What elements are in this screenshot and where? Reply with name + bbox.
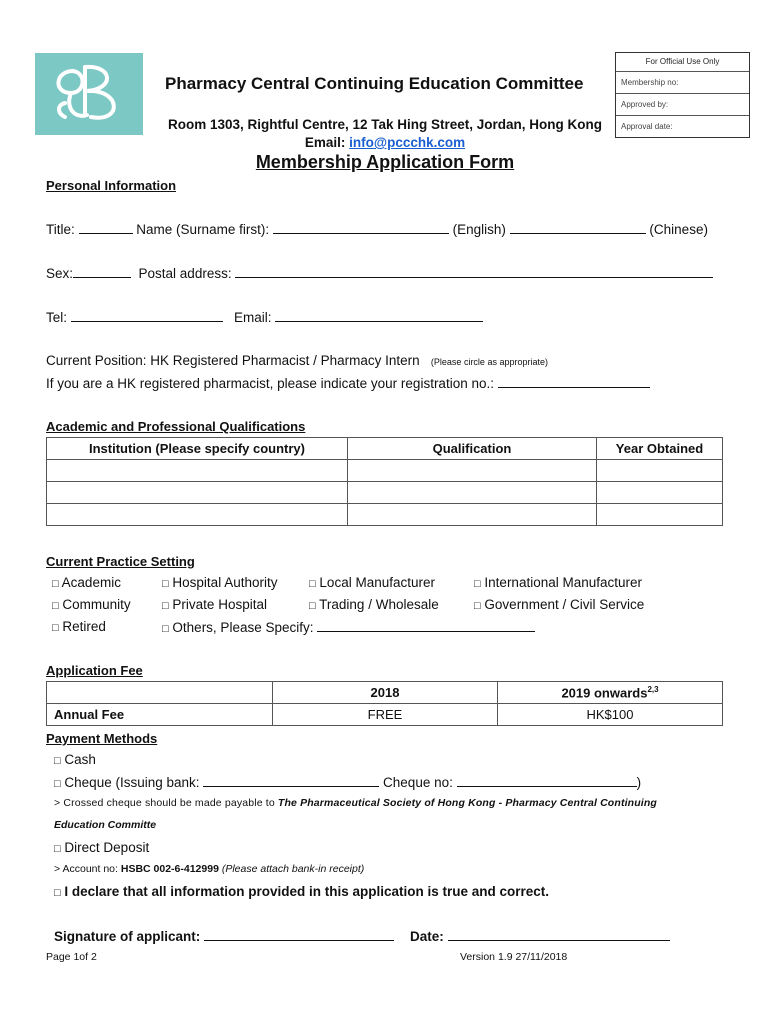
account-attach-note: (Please attach bank-in receipt) [221,863,365,875]
tel-label: Tel: [46,310,68,325]
name-chinese-input[interactable] [510,221,646,234]
column-header: Year Obtained [597,438,723,460]
option-trading-wholesale[interactable] [309,597,439,612]
fee-2018-value: FREE [273,704,498,726]
registration-line [46,375,650,391]
option-local-manufacturer[interactable] [309,575,435,590]
checkbox-icon: □ [54,755,61,767]
page-number: Page 1of 2 [46,951,97,963]
payment-cheque-option[interactable] [54,774,641,790]
fee-table [46,681,723,726]
organization-email-line [150,135,620,150]
postal-address-input[interactable] [235,265,713,278]
table-header-row [47,682,723,704]
tel-input[interactable] [71,309,223,322]
option-label: Academic [61,575,121,590]
qualifications-heading: Academic and Professional Qualifications [46,419,306,434]
sex-label: Sex: [46,266,74,281]
option-international-manufacturer[interactable] [474,575,642,590]
cash-label: Cash [64,752,96,767]
checkbox-icon: □ [52,578,59,590]
option-label: Hospital Authority [172,575,278,590]
signature-line [54,928,394,944]
others-specify-input[interactable] [317,619,535,632]
practice-setting-heading: Current Practice Setting [46,554,195,569]
email-input[interactable] [275,309,483,322]
registration-input[interactable] [498,375,650,388]
checkbox-icon: □ [54,887,61,899]
table-header-row [47,438,723,460]
option-academic[interactable] [52,575,121,590]
registration-label: If you are a HK registered pharmacist, please indicate your registration no.: [46,376,494,391]
organization-email-link[interactable]: info@pccchk.com [349,135,466,150]
option-private-hospital[interactable] [162,597,267,612]
checkbox-icon: □ [54,843,61,855]
checkbox-icon: □ [162,623,169,635]
cheque-no-input[interactable] [457,774,637,787]
option-retired[interactable] [52,619,106,634]
checkbox-icon: □ [54,778,61,790]
name-label: Name (Surname first): [136,222,270,237]
column-header: Qualification [348,438,597,460]
account-prefix: > Account no: [54,863,118,875]
sex-address-line [46,265,713,281]
email-label: Email: [304,135,346,150]
option-label: Government / Civil Service [484,597,645,612]
approval-date-field: Approval date: [616,115,749,137]
checkbox-icon: □ [52,622,59,634]
payee-name-line2: Education Committe [54,819,157,831]
qualifications-table [46,437,723,526]
crossed-cheque-note [54,797,657,809]
option-label: Retired [62,619,106,634]
checkbox-icon: □ [474,578,481,590]
organization-address: Room 1303, Rightful Centre, 12 Tak Hing Street, Jordan, Hong Kong [167,117,603,132]
table-cell [47,682,273,704]
deposit-label: Direct Deposit [64,840,150,855]
option-label: Others, Please Specify: [172,620,314,635]
declaration-text: I declare that all information provided in this application is true and correct. [64,884,550,899]
table-cell[interactable] [47,504,348,526]
payee-continuation [54,819,156,831]
cheque-no-label: Cheque no: [383,775,453,790]
signature-label: Signature of applicant: [54,929,201,944]
cheque-label: Cheque (Issuing bank: [64,775,200,790]
signature-input[interactable] [204,928,394,941]
version-info: Version 1.9 27/11/2018 [460,951,568,963]
option-community[interactable] [52,597,131,612]
table-cell[interactable] [348,504,597,526]
date-label: Date: [410,929,444,944]
issuing-bank-input[interactable] [203,774,379,787]
option-label: Community [62,597,131,612]
official-use-box [615,52,750,138]
tel-email-line [46,309,483,325]
option-others[interactable] [162,619,535,635]
circle-note: (Please circle as appropriate) [430,357,548,367]
english-label: (English) [452,222,506,237]
payment-methods-heading: Payment Methods [46,731,158,746]
title-label: Title: [46,222,75,237]
email-field-label: Email: [234,310,272,325]
postal-address-label: Postal address: [138,266,232,281]
title-name-line [46,221,708,237]
official-use-title: For Official Use Only [645,57,720,66]
checkbox-icon: □ [309,600,316,612]
organization-name: Pharmacy Central Continuing Education Committee [165,74,584,93]
table-cell[interactable] [348,482,597,504]
title-input[interactable] [79,221,133,234]
option-label: Trading / Wholesale [319,597,439,612]
table-row [47,482,723,504]
date-input[interactable] [448,928,670,941]
declaration-option[interactable] [54,884,549,899]
option-label: Local Manufacturer [319,575,435,590]
sex-input[interactable] [73,265,131,278]
application-fee-heading: Application Fee [46,663,143,678]
checkbox-icon: □ [162,600,169,612]
payee-name-line1: The Pharmaceutical Society of Hong Kong - Pharmacy Central Continuing [277,797,657,809]
form-title: Membership Application Form [255,152,515,172]
column-header-2019-label: 2019 onwards [561,685,648,701]
checkbox-icon: □ [162,578,169,590]
column-header-2019 [498,682,723,704]
table-cell[interactable] [597,482,723,504]
table-cell[interactable] [47,460,348,482]
chinese-label: (Chinese) [649,222,708,237]
payment-deposit-option[interactable] [54,840,149,855]
current-position-text[interactable]: Current Position: HK Registered Pharmacist / Pharmacy Intern [46,353,420,368]
crossed-cheque-prefix: > Crossed cheque should be made payable to [54,797,275,809]
personal-info-heading: Personal Information [46,178,177,193]
column-header: Institution (Please specify country) [47,438,348,460]
cheque-close: ) [636,775,642,790]
footnote-ref: 2,3 [647,684,659,694]
approved-by-field: Approved by: [616,93,749,115]
fee-2019-value: HK$100 [498,704,723,726]
column-header-2018: 2018 [273,682,498,704]
name-english-input[interactable] [273,221,449,234]
membership-no-field: Membership no: [616,71,749,93]
table-cell[interactable] [348,460,597,482]
table-cell[interactable] [597,460,723,482]
table-row [47,460,723,482]
table-row [47,704,723,726]
pcce-logo [35,53,143,135]
account-note [54,863,364,875]
annual-fee-label: Annual Fee [47,704,273,726]
payment-cash-option[interactable] [54,752,96,767]
checkbox-icon: □ [474,600,481,612]
logo-emblem-icon [35,53,143,135]
table-cell[interactable] [597,504,723,526]
option-government[interactable] [474,597,644,612]
account-number: HSBC 002-6-412999 [120,863,219,875]
table-row [47,504,723,526]
table-cell[interactable] [47,482,348,504]
checkbox-icon: □ [309,578,316,590]
option-label: Private Hospital [172,597,267,612]
option-hospital-authority[interactable] [162,575,277,590]
current-position-line [46,353,548,368]
checkbox-icon: □ [52,600,59,612]
date-line [410,928,670,944]
option-label: International Manufacturer [484,575,643,590]
